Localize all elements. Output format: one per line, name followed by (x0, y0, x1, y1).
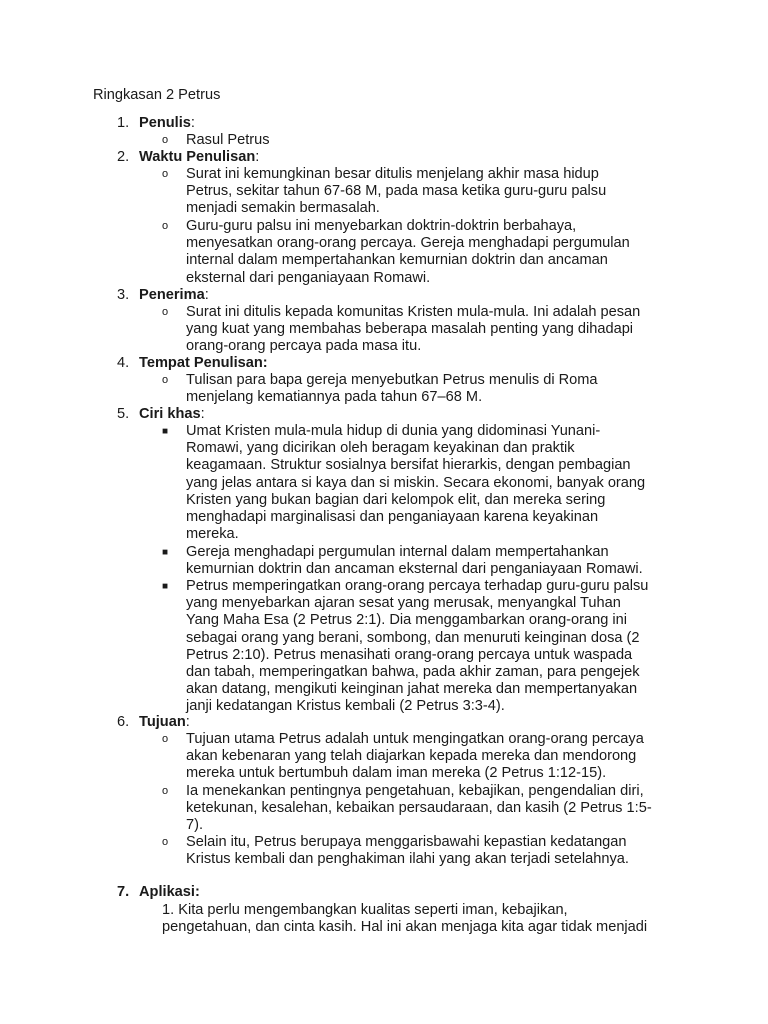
section-number: 1. (117, 115, 130, 131)
circle-bullet-icon: o (162, 785, 169, 797)
section-number: 3. (117, 287, 130, 303)
section-body: 1. Kita perlu mengembangkan kualitas seperti iman, kebajikan, pengetahuan, dan cinta kasih. Hal ini akan menjaga kita agar tidak menjadi (162, 902, 648, 936)
square-bullet-icon: ■ (162, 426, 169, 437)
square-bullet-icon: ■ (162, 547, 169, 558)
document-title: Ringkasan 2 Petrus (93, 87, 221, 103)
section-heading: Aplikasi: (139, 884, 200, 900)
circle-bullet-icon: o (162, 220, 169, 232)
circle-bullet-icon: o (162, 836, 169, 848)
square-bullet-icon: ■ (162, 581, 169, 592)
section-heading: Tujuan (139, 714, 186, 730)
document-page: Ringkasan 2 Petrus 1. Penulis: o Rasul Petrus 2. Waktu Penulisan: o Surat ini kemungkinan besar ditulis menjelang akhir masa hidup Petrus, sekitar tahun 67-68 M, pada masa ketika guru-guru palsu menjadi semakin bermasalah. o Guru-guru palsu ini menyebarkan doktrin-doktrin berbahaya, menyesatkan orang-orang percaya. Gereja menghadapi pergumulan internal dalam mempertahankan kemurnian doktrin dan ancaman eksternal dari penganiayaan Romawi. 3. Penerima: o Surat ini ditulis kepada komunitas Kristen mula-mula. Ini adalah pesan yang kuat yang membahas beberapa masalah penting yang dihadapi orang-orang percaya pada masa itu. 4. Tempat Penulisan: o Tulisan para bapa gereja menyebutkan Petrus menulis di Roma menjelang kematiannya pada tahun 67–68 M. 5. Ciri khas: ■ Umat Kristen mula-mula hidup di dunia yang didominasi Yunani- Romawi, yang dicirikan oleh beragam keyakinan dan praktik keagamaan. Struktur sosialnya bersifat hierarkis, dengan pembagian yang jelas antara si kaya dan si miskin. Secara ekonomi, banyak orang Kristen yang bukan bagian dari kelompok elit, dan mereka sering menghadapi marginalisasi dan penganiayaan karena keyakinan mereka. ■ Gereja menghadapi pergumulan internal dalam mempertahankan kemurnian doktrin dan ancaman eksternal dari penganiayaan Romawi. ■ Petrus memperingatkan orang-orang percaya terhadap guru-guru palsu yang menyebarkan ajaran sesat yang merusak, menyangkal Tuhan Yang Maha Esa (2 Petrus 2:1). Dia menggambarkan orang-orang ini sebagai orang yang berani, sombong, dan menuruti keinginan dosa (2 Petrus 2:10). Petrus menasihati orang-orang percaya untuk waspada dan tabah, memperingatkan bahwa, pada akhir zaman, para pengejek akan datang, mengikuti keinginan jahat mereka dan mempertanyakan janji kedatangan Kristus kembali (2 Petrus 3:3-4). 6. Tujuan: o Tujuan utama Petrus adalah untuk mengingatkan orang-orang percaya akan kebenaran yang telah diajarkan kepada mereka dan mendorong mereka untuk bertumbuh dalam iman mereka (2 Petrus 1:12-15). o Ia menekankan pentingnya pengetahuan, kebajikan, pengendalian diri, ketekunan, kesalehan, kebaikan persaudaraan, dan kasih (2 Petrus 1:5- 7). o Selain itu, Petrus berupaya menggarisbawahi kepastian kedatangan Kristus kembali dan penghakiman ilahi yang akan terjadi setelahnya. 7. Aplikasi: 1. Kita perlu mengembangkan kualitas seperti iman, kebajikan, pengetahuan, dan cinta kasih. Hal ini akan menjaga kita agar tidak menjadi (0, 0, 768, 1024)
circle-bullet-icon: o (162, 374, 169, 386)
section-heading: Tempat Penulisan: (139, 355, 268, 371)
section-number: 5. (117, 406, 130, 422)
section-heading: Waktu Penulisan (139, 149, 256, 165)
section-number: 6. (117, 714, 130, 730)
circle-bullet-icon: o (162, 306, 169, 318)
section-heading: Penulis (139, 115, 191, 131)
section-number: 2. (117, 149, 130, 165)
circle-bullet-icon: o (162, 134, 169, 146)
circle-bullet-icon: o (162, 168, 169, 180)
circle-bullet-icon: o (162, 733, 169, 745)
section-number: 4. (117, 355, 130, 371)
section-number: 7. (117, 884, 130, 900)
section-heading: Ciri khas (139, 406, 201, 422)
section-heading: Penerima (139, 287, 205, 303)
